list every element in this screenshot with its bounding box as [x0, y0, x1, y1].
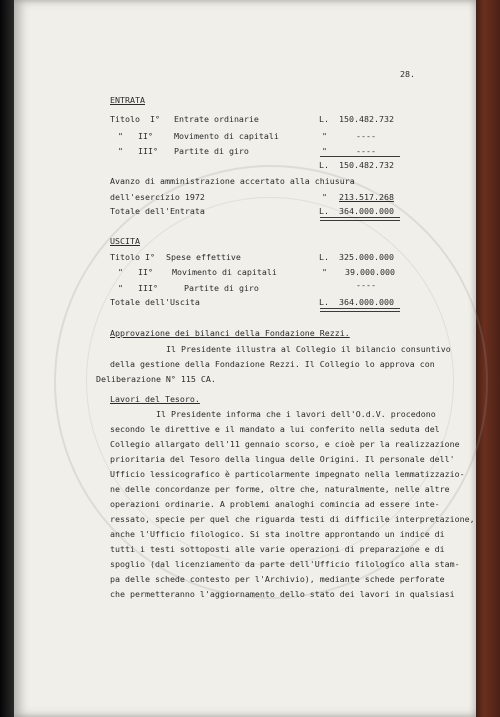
body-line: Il Presidente informa che i lavori dell'O.d.V. procedono: [156, 409, 436, 419]
uscita-row-amount: 39.000.000: [345, 267, 395, 277]
entrata-row-cur: ": [322, 131, 327, 141]
entrata-row-amount: ----: [356, 146, 376, 156]
avanzo-amount: 213.517.268: [339, 192, 394, 202]
page-number: 28.: [400, 69, 415, 79]
uscita-total: 364.000.000: [339, 297, 394, 307]
entrata-row-desc: Movimento di capitali: [174, 131, 279, 141]
body-line: Il Presidente illustra al Collegio il bilancio consuntivo: [166, 344, 451, 354]
body-line: Collegio allargato dell'11 gennaio scorso, e cioè per la realizzazione: [110, 439, 460, 449]
entrata-row-desc: Partite di giro: [174, 146, 249, 156]
body-line: prioritaria del Tesoro della lingua delle Origini. Il personale dell': [110, 454, 455, 464]
uscita-row-desc: Partite di giro: [184, 283, 259, 293]
entrata-subtotal-cur: L.: [319, 160, 329, 170]
body-line: pa delle schede contesto per l'Archivio), mediante schede perforate: [110, 574, 445, 584]
entrata-subtotal: 150.482.732: [339, 160, 394, 170]
body-line: che permetteranno l'aggiornamento dello stato dei lavori in qualsiasi: [110, 589, 455, 599]
uscita-row-label: " III°: [118, 283, 158, 293]
body-line: anche l'Ufficio filologico. Si sta inoltre approntando un indice di: [110, 529, 445, 539]
entrata-total-label: Totale dell'Entrata: [110, 206, 205, 216]
entrata-row-amount: ----: [356, 131, 376, 141]
uscita-row-label: " II°: [118, 267, 153, 277]
body-line: tutti i testi sottoposti alle varie operazioni di preparazione e di: [110, 544, 445, 554]
body-line: ne delle concordanze per forme, oltre che, naturalmente, nelle altre: [110, 484, 450, 494]
uscita-row-amount: 325.000.000: [339, 252, 394, 262]
entrata-row-label: " II°: [118, 131, 153, 141]
uscita-heading: USCITA: [110, 236, 140, 246]
body-line: della gestione della Fondazione Rezzi. Il Collegio lo approva con: [110, 359, 435, 369]
body-line: Deliberazione N° 115 CA.: [96, 374, 216, 384]
entrata-total: 364.000.000: [339, 206, 394, 216]
uscita-total-label: Totale dell'Uscita: [110, 297, 200, 307]
avanzo-cur: ": [322, 192, 327, 202]
body-line: operazioni ordinarie. A problemi analoghi comincia ad essere inte-: [110, 499, 440, 509]
uscita-row-desc: Spese effettive: [166, 252, 241, 262]
total-double-rule: [320, 308, 400, 312]
document-page: [14, 0, 476, 717]
entrata-row-cur: ": [322, 146, 327, 156]
section-heading: Approvazione dei bilanci della Fondazione Rezzi.: [110, 328, 350, 338]
subtotal-rule: [320, 156, 400, 157]
body-line: spoglio (dal licenziamento da parte dell'Ufficio filologico alla stam-: [110, 559, 460, 569]
book-binding: [0, 0, 14, 717]
entrata-row-label: Titolo I°: [110, 114, 160, 124]
body-line: Ufficio lessicografico è particolarmente impegnato nella lemmatizzazio-: [110, 469, 465, 479]
uscita-row-desc: Movimento di capitali: [172, 267, 277, 277]
avanzo-line: Avanzo di amministrazione accertato alla chiusura: [110, 176, 355, 186]
entrata-row-amount: 150.482.732: [339, 114, 394, 124]
entrata-heading: ENTRATA: [110, 95, 145, 105]
uscita-row-cur: ": [322, 267, 327, 277]
uscita-row-label: Titolo I°: [110, 252, 155, 262]
entrata-row-desc: Entrate ordinarie: [174, 114, 259, 124]
entrata-row-label: " III°: [118, 146, 158, 156]
entrata-total-cur: L.: [319, 206, 329, 216]
body-line: secondo le direttive e il mandato a lui conferito nella seduta del: [110, 424, 440, 434]
entrata-row-cur: L.: [319, 114, 329, 124]
section-heading: Lavori del Tesoro.: [110, 394, 200, 404]
uscita-row-amount: ----: [356, 280, 376, 290]
avanzo-line: dell'esercizio 1972: [110, 192, 205, 202]
body-line: ressato, specie per quel che riguarda testi di difficile interpretazione,: [110, 514, 475, 524]
uscita-row-cur: L.: [319, 252, 329, 262]
total-double-rule: [320, 217, 400, 221]
uscita-total-cur: L.: [319, 297, 329, 307]
